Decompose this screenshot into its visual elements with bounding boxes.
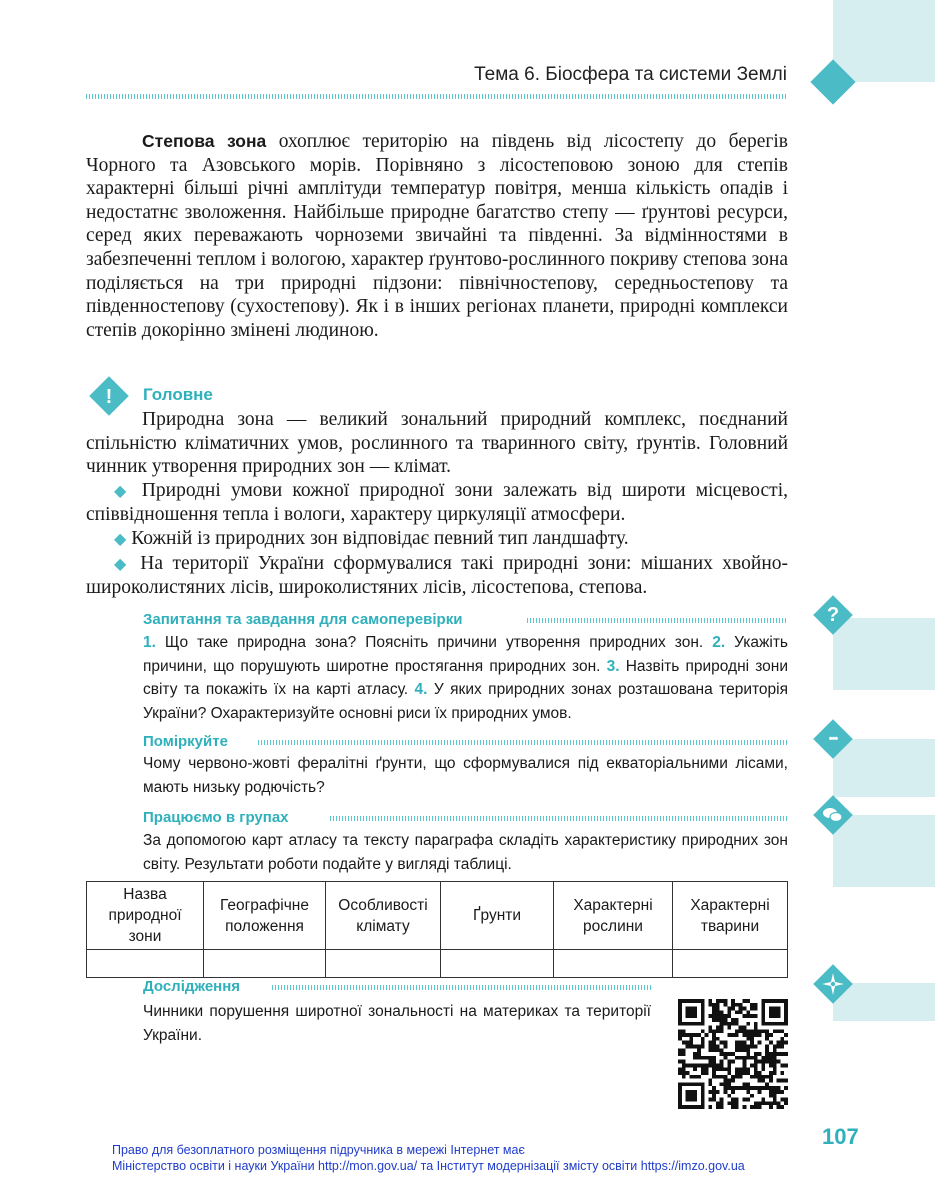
bullet-diamond-icon: ◆ bbox=[114, 555, 131, 573]
main-bullet-2 bbox=[86, 527, 788, 552]
table-header-cell: Характерні рослини bbox=[554, 882, 673, 950]
bullet-diamond-icon: ◆ bbox=[114, 530, 127, 548]
think-dotted-rule bbox=[258, 740, 788, 745]
table-header-cell: Характерні тварини bbox=[673, 882, 788, 950]
question-number: 1. bbox=[143, 634, 156, 651]
table-header-row bbox=[87, 882, 788, 950]
footer-line-2: Міністерство освіти і науки України http://mon.gov.ua/ та Інститут модернізації змісту освіти https://imzo.gov.ua bbox=[112, 1158, 745, 1173]
questions-heading: Запитання та завдання для самоперевірки bbox=[143, 611, 463, 628]
main-heading: Головне bbox=[143, 385, 213, 404]
think-heading: Поміркуйте bbox=[143, 733, 228, 750]
compass-icon bbox=[817, 968, 849, 1000]
table-cell bbox=[204, 950, 326, 978]
question-text: Назвіть природні зони світу та покажіть їх на карті атласу. bbox=[143, 657, 788, 698]
question-number: 2. bbox=[712, 634, 726, 651]
question-text: Укажіть причини, що порушують широтне простягання природних зон. bbox=[143, 634, 789, 675]
exclamation-icon: ! bbox=[105, 385, 113, 408]
table-header-cell: Ґрунти bbox=[441, 882, 554, 950]
think-text: Чому червоно-жовті фералітні ґрунти, що сформувалися під екваторіальними лісами, мають низьку родючість? bbox=[143, 755, 788, 796]
questions-list bbox=[143, 631, 788, 725]
chapter-title: Тема 6. Біосфера та системи Землі bbox=[474, 64, 787, 85]
table-cell bbox=[87, 950, 204, 978]
qr-code-icon[interactable] bbox=[678, 999, 788, 1109]
groups-text: За допомогою карт атласу та тексту параграфа складіть характеристику природних зон світу. Результати роботи подайте у вигляді таблиці. bbox=[143, 832, 788, 873]
table-header-cell: Географічне положення bbox=[204, 882, 326, 950]
table-cell bbox=[326, 950, 441, 978]
main-bullet-3 bbox=[86, 552, 788, 600]
question-icon: ? bbox=[826, 603, 840, 626]
intro-paragraph bbox=[86, 130, 788, 342]
main-summary bbox=[86, 408, 788, 600]
groups-heading: Працюємо в групах bbox=[143, 809, 289, 826]
groups-dotted-rule bbox=[330, 816, 788, 821]
bullet-text: Природні умови кожної природної зони залежать від широти місцевості, співвідношення тепла і вологи, характеру циркуляції атмосфери. bbox=[86, 479, 788, 526]
main-paragraph: Природна зона — великий зональний природний комплекс, поєднаний спільністю кліматичних умов, рослинного та тваринного світу, ґрунтів. Головний чинник утворення природних зон — клімат. bbox=[86, 409, 788, 478]
main-bullet-1 bbox=[86, 479, 788, 527]
table-cell bbox=[554, 950, 673, 978]
header-dotted-rule bbox=[86, 94, 788, 99]
group-chat-icon bbox=[817, 799, 849, 831]
question-text: Що таке природна зона? Поясніть причини утворення природних зон. bbox=[155, 634, 713, 651]
table-cell bbox=[441, 950, 554, 978]
research-text: Чинники порушення широтної зональності на материках та території України. bbox=[143, 1003, 651, 1044]
side-tab-header bbox=[833, 0, 935, 82]
question-number: 3. bbox=[606, 657, 620, 675]
table-row bbox=[87, 950, 788, 978]
question-number: 4. bbox=[414, 681, 428, 698]
page-number: 107 bbox=[822, 1124, 859, 1149]
intro-text: охоплює територію на південь від лісостепу до берегів Чорного та Азовського морів. Порівняно з лісостеповою зоною для степів характерні більші річні амплітуди температур повітря, менша кількість опадів і недостатнє зволоження. Найбільше природне багатство степу — ґрунтові ресурси, серед яких переважають чорноземи звичайні та південні. За відмінностями в забезпеченні теплом і вологою, характер ґрунтово-рослинного покриву степова зона поділяється на три природні підзони: північностепову, середньостепову та південностепову (сухостепову). Як і в інших регіонах планети, природні комплекси степів докорінно змінені людиною. bbox=[86, 131, 788, 341]
intro-bold-term: Степова зона bbox=[142, 131, 267, 151]
bullet-text: Кожній із природних зон відповідає певний тип ландшафту. bbox=[131, 527, 629, 549]
question-text: У яких природних зонах розташована територія України? Охарактеризуйте основні риси їх природних умов. bbox=[143, 681, 788, 722]
table-header-cell: Особливості клімату bbox=[326, 882, 441, 950]
bullet-text: На території України сформувалися такі природні зони: мішаних хвойно-широколистяних лісів, широколистяних лісів, лісостепова, степова. bbox=[86, 552, 788, 599]
table-header-cell: Назва природної зони bbox=[87, 882, 204, 950]
questions-dotted-rule bbox=[527, 618, 788, 623]
table-cell bbox=[673, 950, 788, 978]
chat-bubble-icon: ••• bbox=[828, 733, 838, 745]
bullet-diamond-icon: ◆ bbox=[114, 482, 132, 500]
characteristics-table bbox=[86, 881, 788, 978]
footer-line-1: Право для безоплатного розміщення підручника в мережі Інтернет має bbox=[112, 1143, 525, 1157]
research-heading: Дослідження bbox=[143, 978, 241, 995]
research-dotted-rule bbox=[272, 985, 652, 990]
footer-notice bbox=[112, 1143, 745, 1174]
